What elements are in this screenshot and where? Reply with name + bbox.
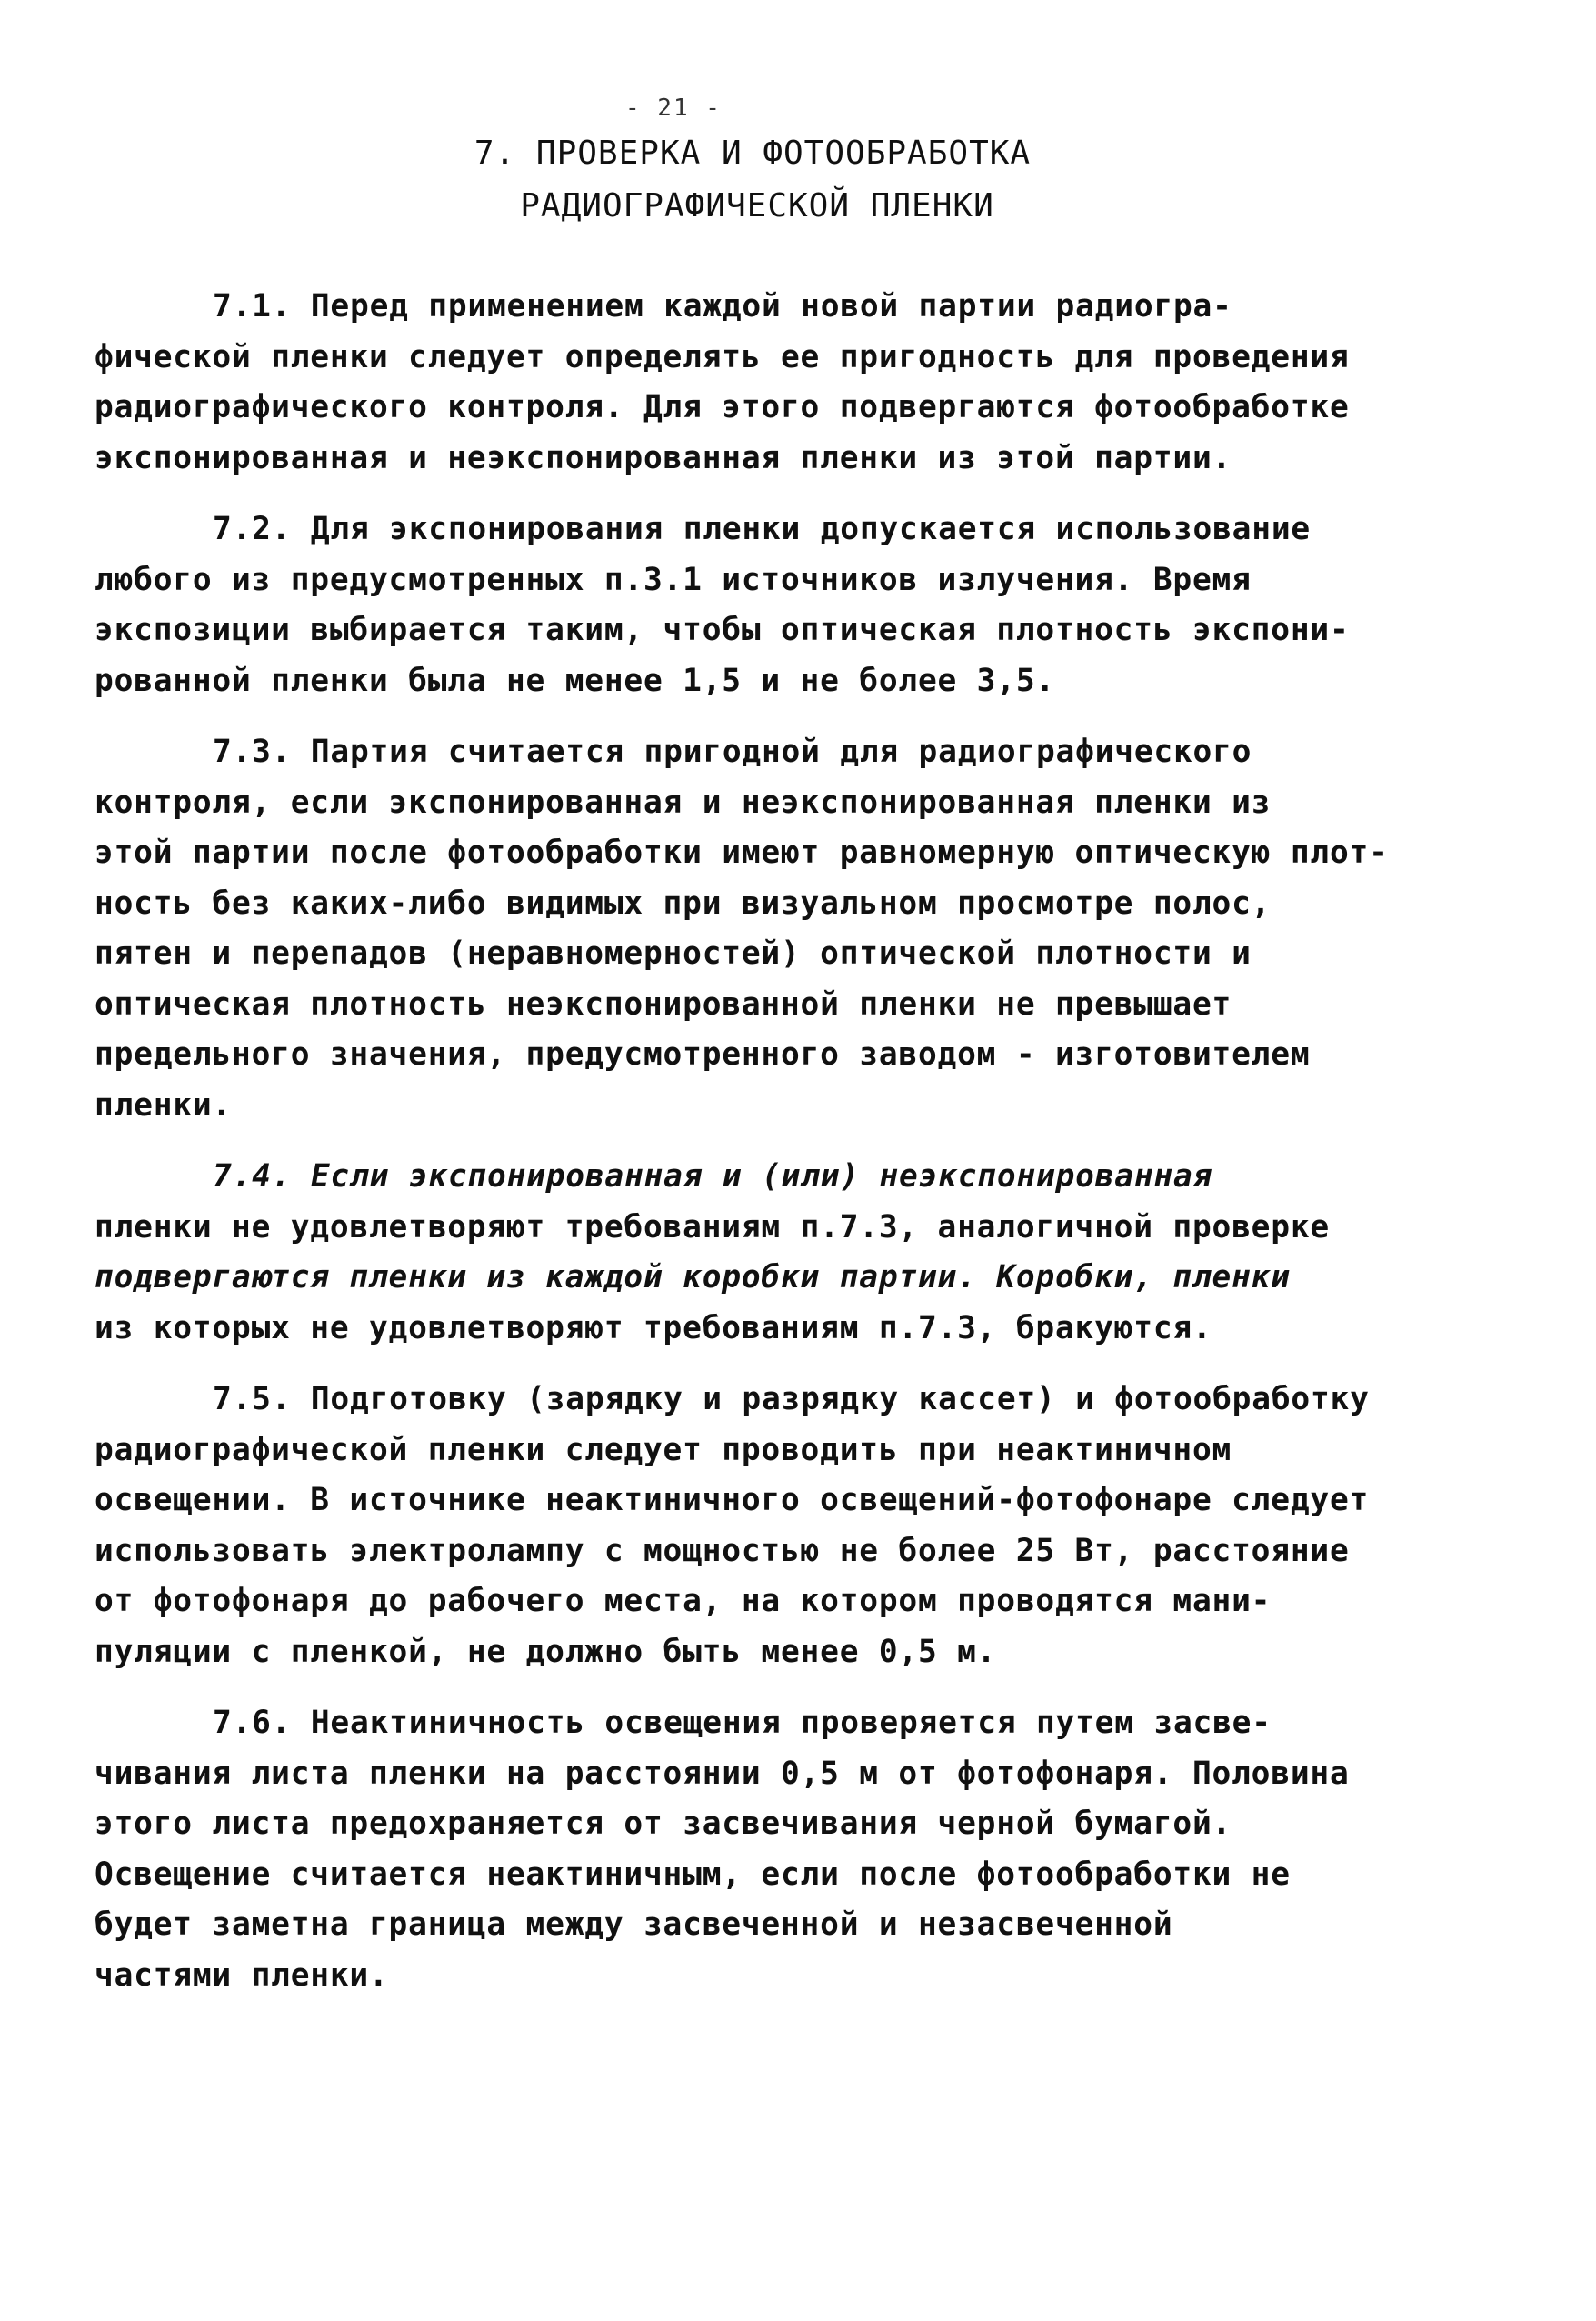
paragraph-line: ность без каких-либо видимых при визуальном просмотре полос, <box>95 885 1272 922</box>
paragraph-line: 7.4. Если экспонированная и (или) неэкспонированная <box>213 1158 1213 1195</box>
paragraph-line: предельного значения, предусмотренного заводом - изготовителем <box>95 1036 1311 1073</box>
paragraph-7-5 <box>95 1375 1370 1677</box>
paragraph-line: 7.3. Партия считается пригодной для радиографического <box>213 734 1252 770</box>
paragraph-line: частями пленки. <box>95 1956 389 1994</box>
page-number: - 21 - <box>625 95 722 122</box>
paragraph-line: этой партии после фотообработки имеют равномерную оптическую плот- <box>95 835 1389 871</box>
paragraph-line: любого из предусмотренных п.3.1 источников излучения. Время <box>95 561 1252 598</box>
paragraph-line: будет заметна граница между засвеченной и незасвеченной <box>95 1906 1173 1943</box>
document-body <box>95 282 1389 2022</box>
paragraph-line: 7.2. Для экспонирования пленки допускается использование <box>213 511 1311 547</box>
paragraph-line: освещении. В источнике неактиничного освещений-фотофонаре следует <box>95 1482 1370 1518</box>
paragraph-line: пуляции с пленкой, не должно быть менее 0,5 м. <box>95 1633 997 1670</box>
paragraph-line: контроля, если экспонированная и неэкспонированная пленки из <box>95 784 1272 821</box>
paragraph-line: радиографической пленки следует проводить при неактиничном <box>95 1431 1232 1468</box>
paragraph-line: этого листа предохраняется от засвечивания черной бумагой. <box>95 1806 1232 1842</box>
section-heading <box>0 127 1596 233</box>
paragraph-line: радиографического контроля. Для этого подвергаются фотообработке <box>95 389 1350 425</box>
paragraph-line: 7.5. Подготовку (зарядку и разрядку кассет) и фотообработку <box>213 1381 1370 1417</box>
paragraph-line: подвергаются пленки из каждой коробки партии. Коробки, пленки <box>95 1259 1291 1296</box>
paragraph-line: чивания листа пленки на расстоянии 0,5 м от фотофонаря. Половина <box>95 1755 1350 1792</box>
paragraph-line: 7.1. Перед применением каждой новой партии радиогра- <box>213 288 1232 325</box>
paragraph-line: экспозиции выбирается таким, чтобы оптическая плотность экспони- <box>95 612 1350 648</box>
paragraph-line: пленки. <box>95 1086 232 1124</box>
paragraph-line: пятен и перепадов (неравномерностей) оптической плотности и <box>95 935 1252 972</box>
paragraph-line: фической пленки следует определять ее пригодность для проведения <box>95 338 1350 375</box>
paragraph-line: из которых не удовлетворяют требованиям п.7.3, бракуются. <box>95 1309 1212 1346</box>
heading-line-2: РАДИОГРАФИЧЕСКОЙ ПЛЕНКИ <box>520 187 994 225</box>
heading-line-1: 7. ПРОВЕРКА И ФОТООБРАБОТКА <box>474 135 1032 172</box>
paragraph-7-1 <box>95 282 1367 484</box>
paragraph-line: Освещение считается неактиничным, если после фотообработки не <box>95 1856 1291 1893</box>
paragraph-line: пленки не удовлетворяют требованиям п.7.3, аналогичной проверке <box>95 1208 1330 1246</box>
paragraph-line: от фотофонаря до рабочего места, на котором проводятся мани- <box>95 1583 1272 1619</box>
paragraph-line: 7.6. Неактиничность освещения проверяется путем засве- <box>213 1705 1272 1741</box>
paragraph-7-4 <box>95 1152 1367 1354</box>
paragraph-line: использовать электролампу с мощностью не более 25 Вт, расстояние <box>95 1532 1350 1569</box>
paragraph-line: рованной пленки была не менее 1,5 и не более 3,5. <box>95 662 1055 699</box>
paragraph-7-2 <box>95 505 1367 706</box>
paragraph-7-3 <box>95 727 1389 1131</box>
paragraph-line: оптическая плотность неэкспонированной пленки не превышает <box>95 985 1232 1023</box>
paragraph-7-6 <box>95 1698 1367 2001</box>
paragraph-line: экспонированная и неэкспонированная пленки из этой партии. <box>95 439 1232 476</box>
